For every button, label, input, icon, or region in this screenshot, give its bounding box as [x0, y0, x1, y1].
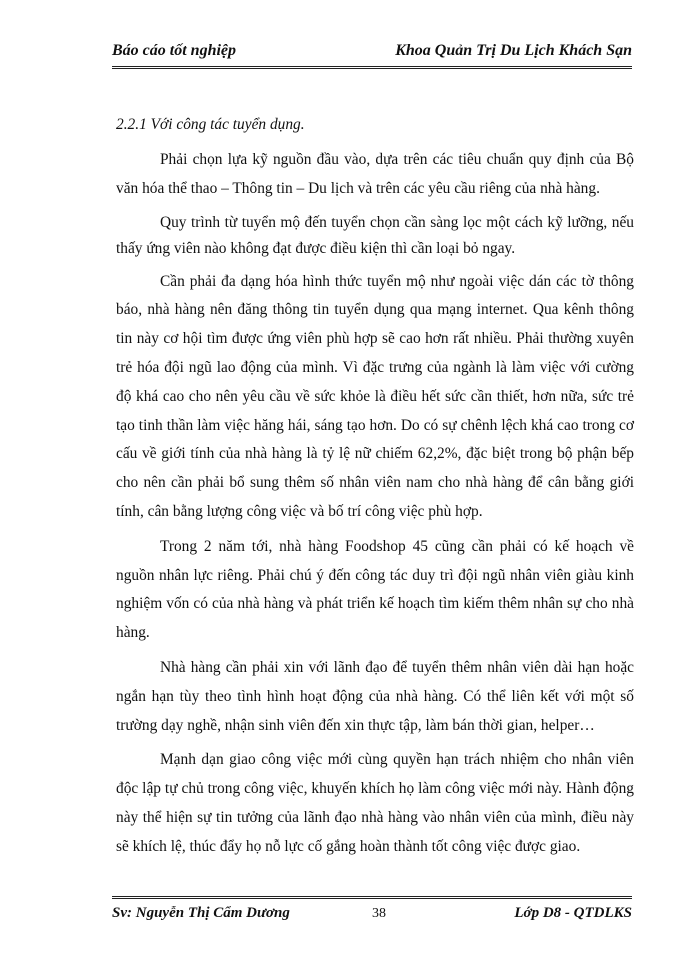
page-header — [112, 40, 632, 69]
page-body — [116, 114, 634, 868]
paragraph: Quy trình từ tuyển mộ đến tuyển chọn cần sàng lọc một cách kỹ lưỡng, nếu thấy ứng viên nào không đạt được điều kiện thì cần loại bỏ ngay. — [116, 213, 634, 257]
footer-class-code: Lớp D8 - QTDLKS — [514, 905, 632, 921]
header-report-title: Báo cáo tốt nghiệp — [112, 42, 237, 59]
paragraph: Trong 2 năm tới, nhà hàng Foodshop 45 cũng cần phải có kế hoạch về nguồn nhân lực riêng. Phải chú ý đến công tác duy trì đội ngũ nhân viên giàu kinh nghiệm vốn có của nhà hàng và phát triển kế hoạch tìm kiếm thêm nhân sự cho nhà hàng. — [116, 537, 634, 642]
footer-student-name: Sv: Nguyễn Thị Cẩm Dương — [112, 905, 290, 921]
paragraph: Cần phải đa dạng hóa hình thức tuyển mộ như ngoài việc dán các tờ thông báo, nhà hàng nên đăng thông tin tuyển dụng qua mạng internet. Qua kênh thông tin này cơ hội tìm được ứng viên phù hợp sẽ cao hơn rất nhiều. Phải thường xuyên trẻ hóa đội ngũ lao động của mình. Vì đặc trưng của ngành là làm việc với cường độ khá cao cho nên yêu cầu về sức khỏe là điều hết sức cần thiết, hơn nữa, sức trẻ tạo tinh thần làm việc hăng hái, sáng tạo hơn. Do có sự chênh lệch khá cao trong cơ cấu về giới tính của nhà hàng là tỷ lệ nữ chiếm 62,2%, đặc biệt trong bộ phận bếp cho nên cần phải bổ sung thêm số nhân viên nam cho nhà hàng để cân bằng giới tính, cân bằng lượng công việc và bố trí công việc phù hợp. — [116, 272, 634, 520]
page-footer — [112, 896, 632, 923]
section-title: 2.2.1 Với công tác tuyển dụng. — [116, 116, 305, 133]
paragraph: Nhà hàng cần phải xin với lãnh đạo để tuyển thêm nhân viên dài hạn hoặc ngắn hạn tùy theo tình hình hoạt động của nhà hàng. Có thể liên kết với một số trường dạy nghề, nhận sinh viên đến xin thực tập, làm bán thời gian, helper… — [116, 658, 634, 734]
header-faculty-name: Khoa Quản Trị Du Lịch Khách Sạn — [395, 42, 632, 59]
page-number: 38 — [372, 906, 386, 921]
paragraph: Mạnh dạn giao công việc mới cùng quyền hạn trách nhiệm cho nhân viên độc lập tự chủ trong công việc, khuyến khích họ làm công việc mới này. Hành động này thể hiện sự tin tưởng của lãnh đạo nhà hàng vào nhân viên của mình, điều này sẽ khích lệ, thúc đẩy họ nỗ lực cố gắng hoàn thành tốt công việc được giao. — [116, 751, 634, 855]
paragraph: Phải chọn lựa kỹ nguồn đầu vào, dựa trên các tiêu chuẩn quy định của Bộ văn hóa thể thao – Thông tin – Du lịch và trên các yêu cầu riêng của nhà hàng. — [116, 151, 634, 197]
